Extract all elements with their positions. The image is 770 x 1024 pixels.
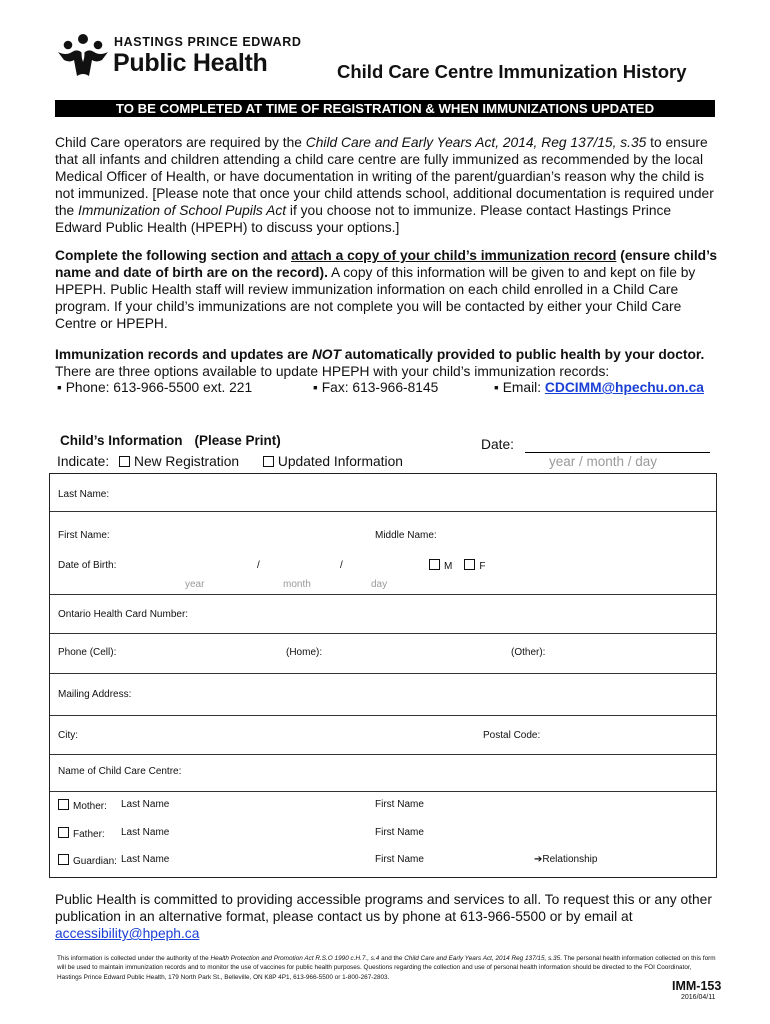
dob-separator: / — [340, 560, 343, 571]
records-paragraph: Immunization records and updates are NOT automatically provided to public health by your doctor. There are three options available to update HPEPH with your child’s immunization records: — [55, 347, 705, 380]
updated-information-checkbox[interactable] — [263, 456, 274, 467]
last-name-field[interactable]: Last Name: — [58, 489, 110, 500]
date-format-hint: year / month / day — [549, 454, 658, 469]
mailing-address-field[interactable]: Mailing Address: — [58, 689, 132, 700]
first-name-field[interactable]: First Name: — [58, 530, 110, 541]
mother-checkbox[interactable] — [58, 799, 69, 810]
date-of-birth-field[interactable]: Date of Birth: — [58, 560, 117, 571]
org-name-main: Public Health — [113, 49, 268, 77]
updated-information-label: Updated Information — [277, 454, 403, 469]
sex-options: M F — [429, 559, 485, 572]
page-title: Child Care Centre Immunization History — [337, 61, 687, 82]
child-care-centre-field[interactable]: Name of Child Care Centre: — [58, 766, 182, 777]
form-id: IMM-153 — [672, 979, 722, 993]
org-name-top: HASTINGS PRINCE EDWARD — [114, 35, 302, 49]
mother-first-name-field[interactable]: First Name — [375, 799, 424, 810]
complete-section-paragraph: Complete the following section and attach a copy of your child’s immunization record (ensure child’s name and date of birth are on the record). A copy of this information will be given to and kept on file by HPEPH. Public Health staff will review immunization information on each child enrolled in a Child Care program. If your child’s immunizations are not complete you will be contacted by either your Child Care Centre or HPEPH. — [55, 248, 718, 332]
people-logo-icon — [56, 32, 110, 78]
mother-row: Mother: — [58, 799, 107, 812]
fax-option: ▪ Fax: 613-966-8145 — [313, 380, 439, 395]
privacy-notice: This information is collected under the authority of the Health Protection and Promotion Act R.S.O 1990 c.H.7., s.4 and the Child Care and Early Years Act, 2014 Reg 137/15, s.35. The personal health information collected on this form will be used to maintain immunization records and to monitor the use of vaccines for public health purposes. Questions regarding the collection and use of personal health information should be directed to the FOI Coordinator, Hastings Prince Edward Public Health, 179 North Park St., Belleville, ON K8P 4P1, 613-966-5500 or 1-800-267-2803. — [57, 955, 716, 981]
father-first-name-field[interactable]: First Name — [375, 827, 424, 838]
other-phone-field[interactable]: (Other): — [511, 647, 546, 658]
postal-code-field[interactable]: Postal Code: — [483, 730, 541, 741]
email-link[interactable]: CDCIMM@hpechu.on.ca — [544, 380, 704, 395]
date-label: Date: — [481, 437, 514, 452]
guardian-first-name-field[interactable]: First Name — [375, 854, 424, 865]
guardian-row: Guardian: — [58, 854, 117, 867]
new-registration-checkbox[interactable] — [119, 456, 130, 467]
female-checkbox[interactable] — [464, 559, 475, 570]
form-revision-date: 2016/04/11 — [681, 994, 716, 1001]
child-info-form — [49, 473, 717, 878]
arrow-right-icon: ➔ — [534, 854, 543, 865]
new-registration-label: New Registration — [134, 454, 240, 469]
instruction-banner: TO BE COMPLETED AT TIME OF REGISTRATION & WHEN IMMUNIZATIONS UPDATED — [55, 100, 715, 117]
email-option: ▪ Email: CDCIMM@hpechu.on.ca — [494, 380, 704, 395]
guardian-last-name-field[interactable]: Last Name — [121, 854, 170, 865]
middle-name-field[interactable]: Middle Name: — [375, 530, 437, 541]
phone-option: ▪ Phone: 613-966-5500 ext. 221 — [57, 380, 253, 395]
organization-logo — [56, 32, 306, 80]
accessibility-email-link[interactable]: accessibility@hpeph.ca — [55, 926, 200, 941]
cell-phone-field[interactable]: Phone (Cell): — [58, 647, 117, 658]
indicate-row: Indicate: New Registration Updated Information — [57, 454, 403, 469]
dob-year-hint: year — [185, 579, 205, 590]
dob-day-hint: day — [371, 579, 388, 590]
father-row: Father: — [58, 827, 105, 840]
child-info-heading: Child’s Information (Please Print) — [60, 433, 281, 448]
dob-month-hint: month — [283, 579, 311, 590]
home-phone-field[interactable]: (Home): — [286, 647, 323, 658]
contact-options — [57, 380, 717, 398]
male-checkbox[interactable] — [429, 559, 440, 570]
accessibility-statement: Public Health is committed to providing accessible programs and services to all. To request this or any other publication in an alternative format, please contact us by phone at 613-966-5500 or by email at accessibility@hpeph.ca — [55, 892, 712, 941]
health-card-field[interactable]: Ontario Health Card Number: — [58, 609, 189, 620]
intro-paragraph: Child Care operators are required by the Child Care and Early Years Act, 2014, Reg 137/15, s.35 to ensure that all infants and children attending a child care centre are fully immunized as recommended by the local Medical Officer of Health, or have documentation in writing of the parent/guardian’s reason why the child is not immunized. [Please note that once your child attends school, additional documentation is required under the Immunization of School Pupils Act if you choose not to immunize. Please contact Hastings Prince Edward Public Health (HPEPH) to discuss your options.] — [55, 135, 714, 236]
date-field[interactable] — [525, 452, 710, 453]
father-last-name-field[interactable]: Last Name — [121, 827, 170, 838]
relationship-field[interactable]: ➔Relationship — [534, 854, 598, 865]
mother-last-name-field[interactable]: Last Name — [121, 799, 170, 810]
guardian-checkbox[interactable] — [58, 854, 69, 865]
dob-separator: / — [257, 560, 260, 571]
city-field[interactable]: City: — [58, 730, 78, 741]
father-checkbox[interactable] — [58, 827, 69, 838]
